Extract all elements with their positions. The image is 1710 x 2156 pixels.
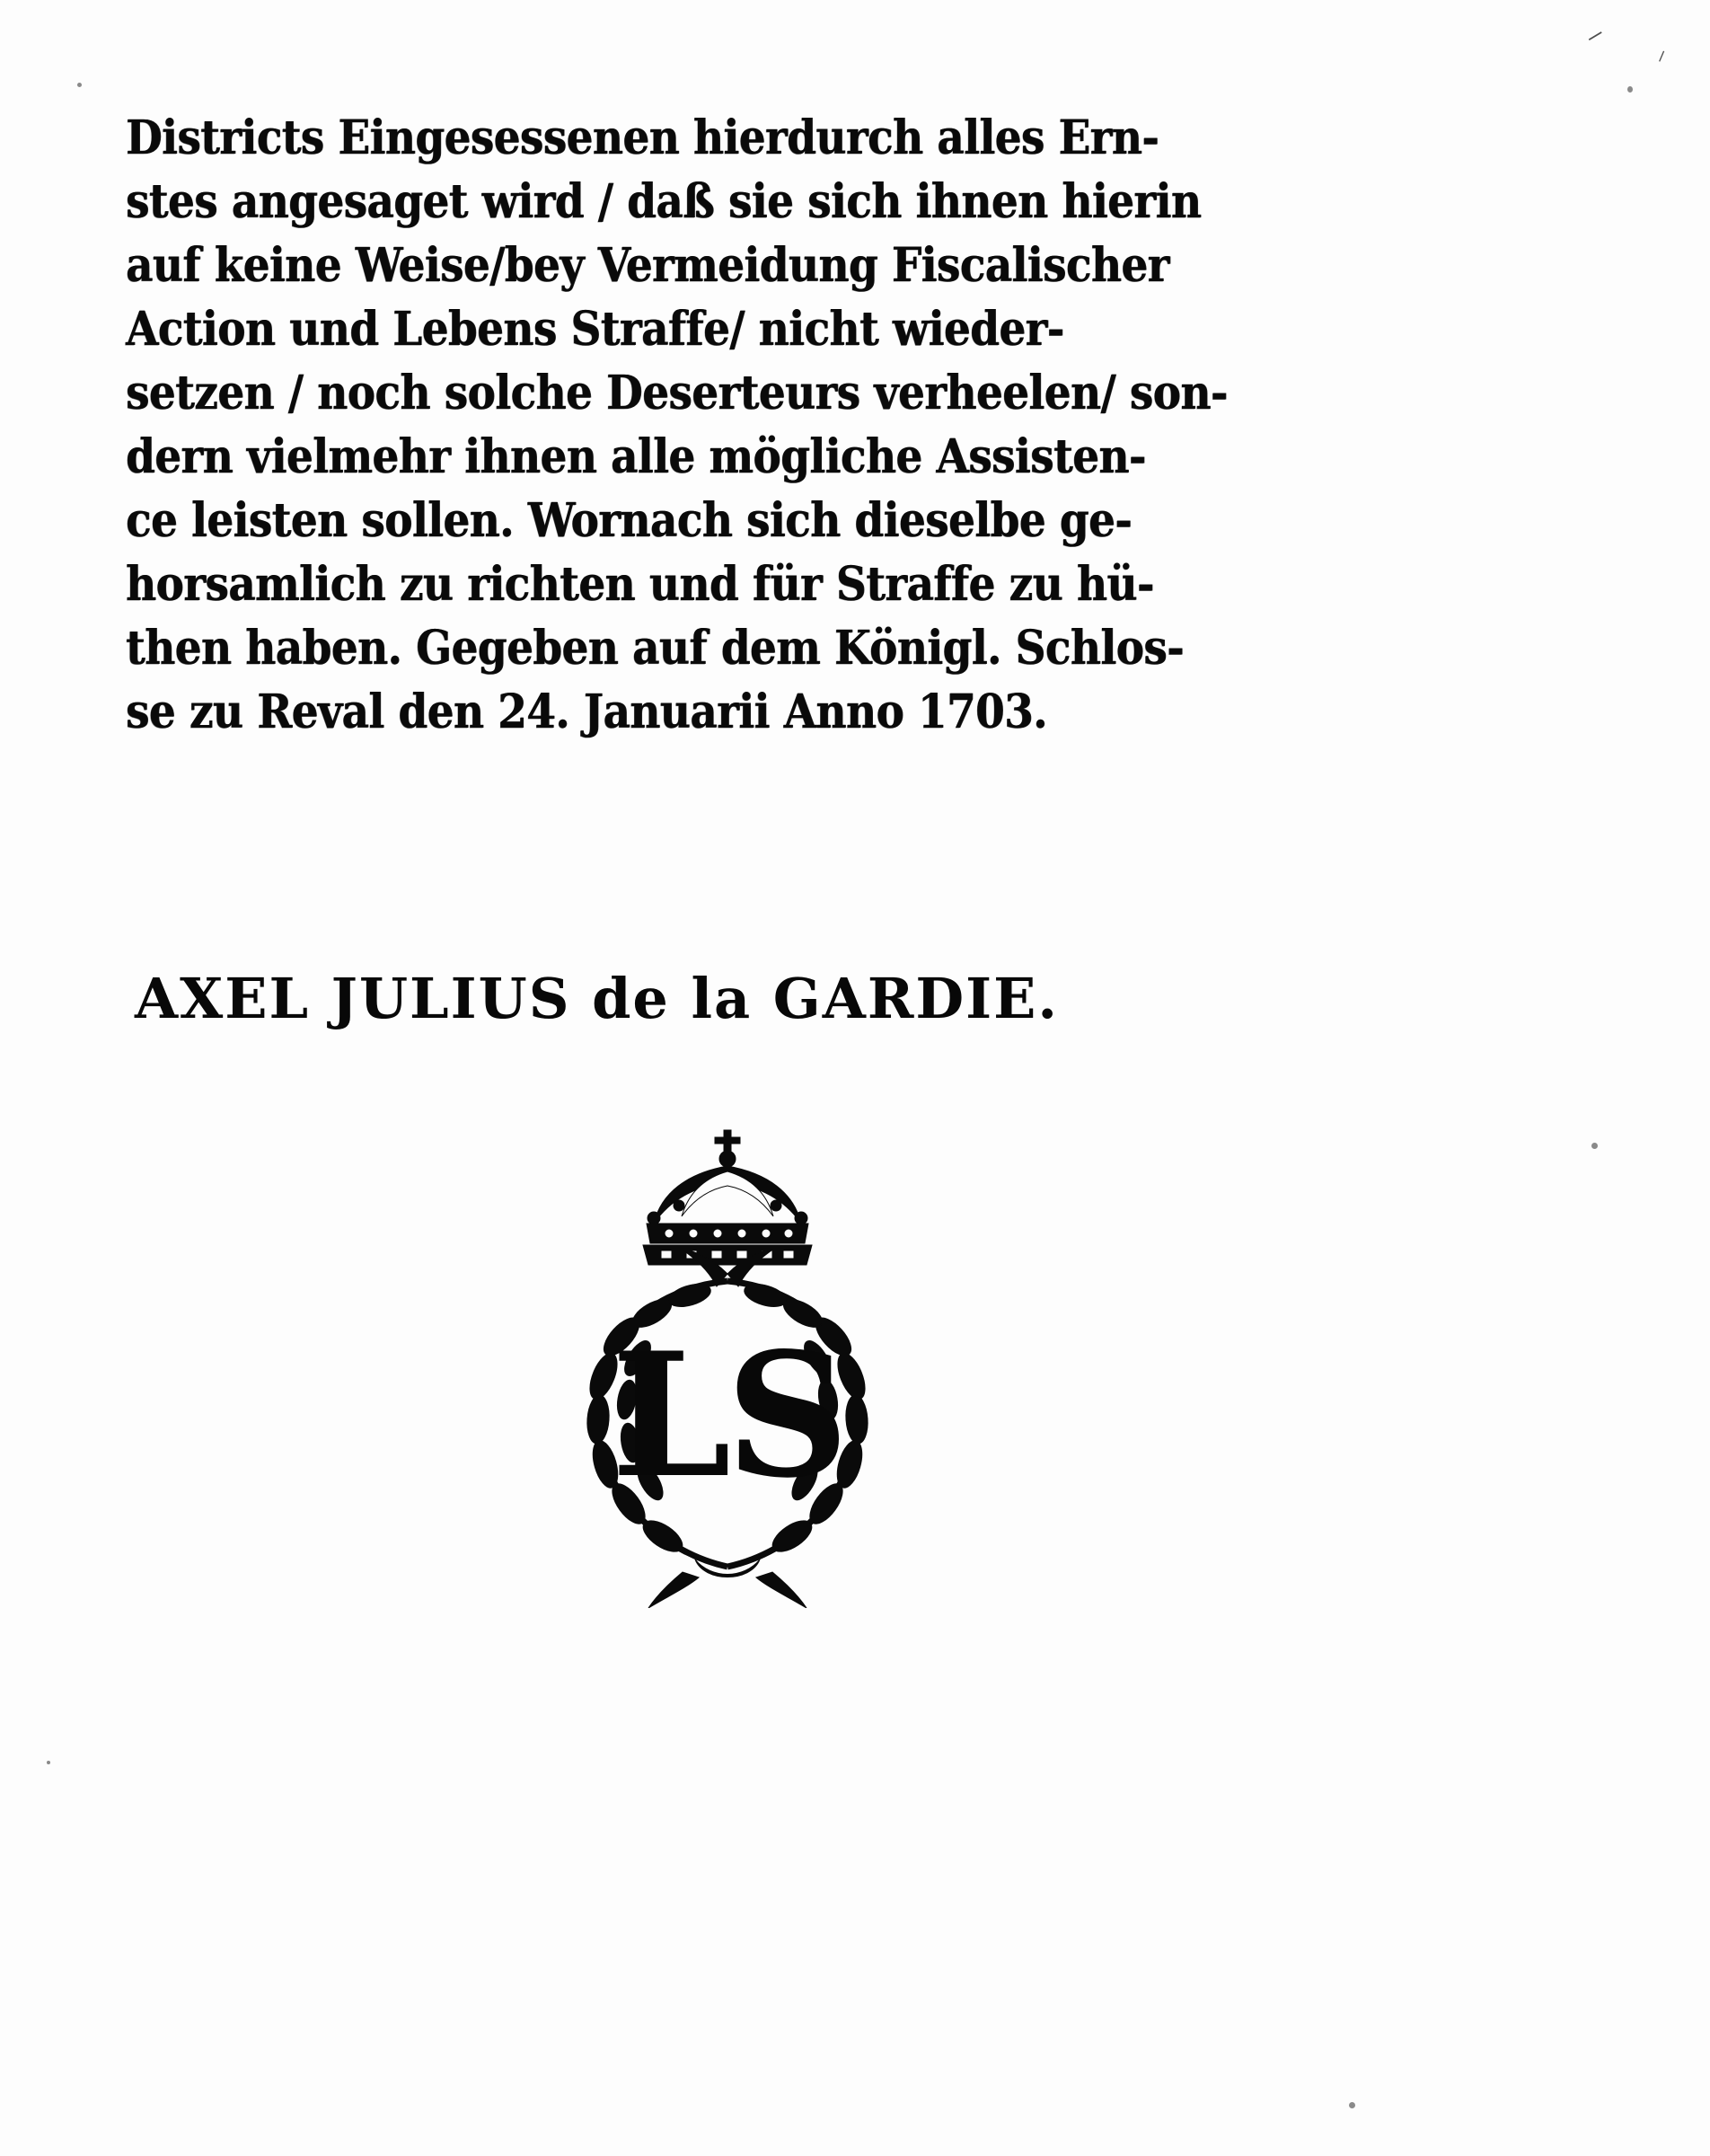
body-line: horsamlich zu richten und für Straffe zu hü-: [126, 557, 1154, 612]
body-line: setzen / noch solche Deserteurs verheelen/ son-: [126, 366, 1228, 420]
document-body: [126, 106, 1437, 744]
scan-speck: [1591, 1143, 1598, 1149]
body-line: dern vielmehr ihnen alle mögliche Assisten-: [126, 429, 1146, 484]
seal-emblem: [503, 1123, 952, 1608]
body-line: ce leisten sollen. Wornach sich dieselbe ge-: [126, 493, 1133, 548]
body-line: stes angesaget wird / daß sie sich ihnen hierin: [126, 174, 1202, 229]
scan-speck: [47, 1761, 50, 1764]
body-line: Districts Eingesessenen hierdurch alles Ern-: [126, 110, 1159, 165]
signature-line: AXEL JULIUS de la GARDIE.: [135, 966, 1059, 1031]
scan-artifact-top-right: ⸝: [1584, 10, 1609, 49]
body-line: then haben. Gegeben auf dem Königl. Schlos-: [126, 621, 1185, 676]
body-line: Action und Lebens Straffe/ nicht wieder-: [126, 302, 1064, 357]
scan-speck: [77, 83, 82, 87]
scan-speck: [1349, 2102, 1355, 2108]
body-line-date: se zu Reval den 24. Januarii Anno 1703.: [126, 685, 1047, 739]
body-line: auf keine Weise/bey Vermeidung Fiscalischer: [126, 238, 1169, 293]
wreath-ribbon: [648, 1560, 807, 1608]
crown-icon: [643, 1130, 812, 1265]
scan-speck: [1627, 86, 1633, 93]
seal-monogram: LS: [611, 1315, 844, 1515]
scan-artifact-top-right-2: ⸍: [1653, 46, 1674, 76]
